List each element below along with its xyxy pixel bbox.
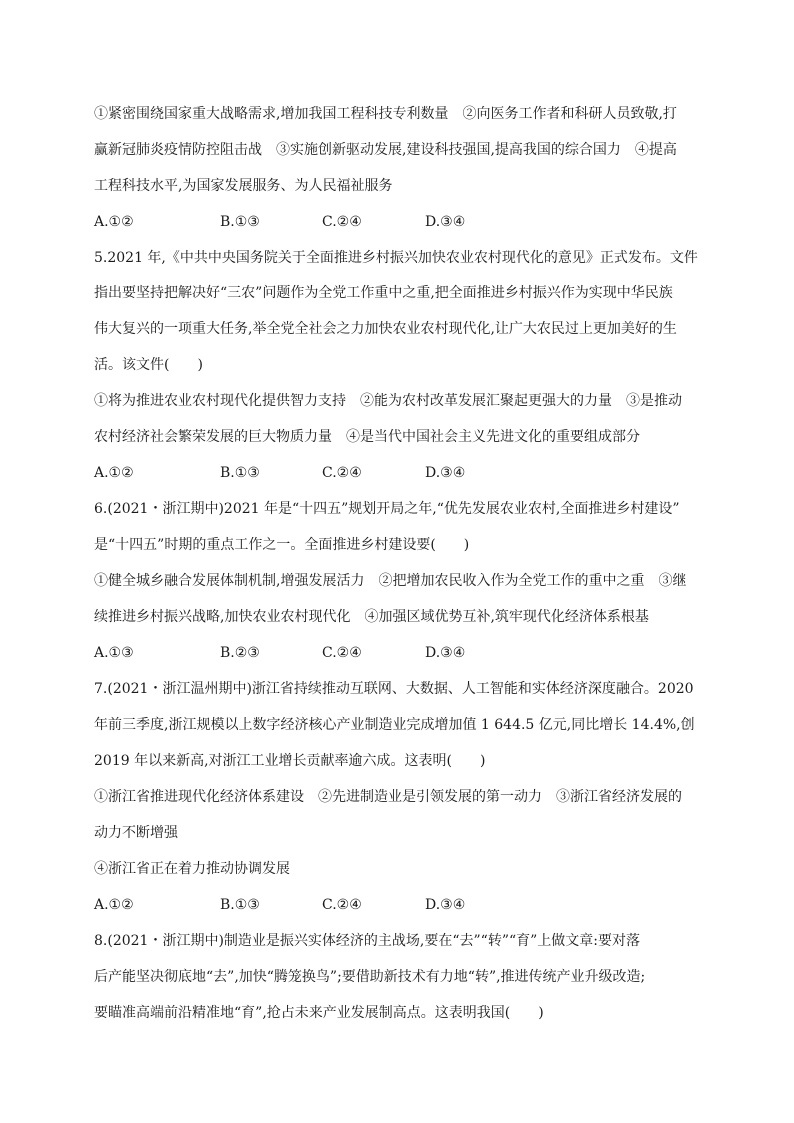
- q8-stem-line-1: 8.(2021・浙江期中)制造业是振兴实体经济的主战场,要在“去”“转”“育”上做文章:要对落: [94, 933, 641, 949]
- q7-option-d: D.③④: [425, 897, 466, 913]
- q8-stem-line-3: 要瞄准高端前沿精准地“育”,抢占未来产业发展制高点。这表明我国( ): [94, 1005, 544, 1021]
- q5-options: [94, 463, 694, 483]
- q5-option-d: D.③④: [425, 465, 466, 481]
- q8-stem-line-2: 后产能坚决彻底地“去”,加快“腾笼换鸟”;要借助新技术有力地“转”,推进传统产业升级改造;: [94, 969, 646, 985]
- q5-stem-line-4: 活。该文件( ): [94, 357, 203, 373]
- q5-choice-line-1: ①将为推进农业农村现代化提供智力支持 ②能为农村改革发展汇聚起更强大的力量 ③是推动: [94, 393, 682, 409]
- q7-choice-line-3: ④浙江省正在着力推动协调发展: [94, 861, 290, 877]
- q4-choice-line-1: ①紧密围绕国家重大战略需求,增加我国工程科技专利数量 ②向医务工作者和科研人员致敬,打: [94, 106, 677, 122]
- q6-options: [94, 643, 694, 663]
- q7-option-b: B.①③: [220, 897, 260, 913]
- q4-choice-line-2: 赢新冠肺炎疫情防控阻击战 ③实施创新驱动发展,建设科技强国,提高我国的综合国力 ④提高: [94, 142, 677, 158]
- q4-option-a: A.①②: [94, 214, 134, 230]
- q7-stem-line-1: 7.(2021・浙江温州期中)浙江省持续推动互联网、大数据、人工智能和实体经济深度融合。2020: [94, 681, 694, 697]
- q5-option-c: C.②④: [322, 465, 362, 481]
- q5-stem-line-3: 伟大复兴的一项重大任务,举全党全社会之力加快农业农村现代化,让广大农民过上更加美好的生: [94, 321, 677, 337]
- q7-option-a: A.①②: [94, 897, 134, 913]
- q5-stem-line-2: 指出要坚持把解决好“三农”问题作为全党工作重中之重,把全面推进乡村振兴作为实现中华民族: [94, 285, 673, 301]
- q7-options: [94, 895, 694, 915]
- q7-stem-line-2: 年前三季度,浙江规模以上数字经济核心产业制造业完成增加值 1 644.5 亿元,同比增长 14.4%,创: [94, 717, 695, 733]
- q6-option-b: B.②③: [220, 645, 260, 661]
- q6-stem-line-1: 6.(2021・浙江期中)2021 年是“十四五”规划开局之年,“优先发展农业农村,全面推进乡村建设”: [94, 501, 680, 517]
- q4-option-c: C.②④: [322, 214, 362, 230]
- q5-choice-line-2: 农村经济社会繁荣发展的巨大物质力量 ④是当代中国社会主义先进文化的重要组成部分: [94, 429, 640, 445]
- q6-stem-line-2: 是“十四五”时期的重点工作之一。全面推进乡村建设要( ): [94, 537, 470, 553]
- q4-options: [94, 212, 694, 232]
- q5-option-b: B.①③: [220, 465, 260, 481]
- q7-choice-line-2: 动力不断增强: [94, 825, 178, 841]
- q6-choice-line-1: ①健全城乡融合发展体制机制,增强发展活力 ②把增加农民收入作为全党工作的重中之重 ③继: [94, 573, 687, 589]
- q5-stem-line-1: 5.2021 年,《中共中央国务院关于全面推进乡村振兴加快农业农村现代化的意见》正式发布。文件: [94, 250, 698, 266]
- q4-choice-line-3: 工程科技水平,为国家发展服务、为人民福祉服务: [94, 178, 393, 194]
- q4-option-b: B.①③: [220, 214, 260, 230]
- q7-stem-line-3: 2019 年以来新高,对浙江工业增长贡献率逾六成。这表明( ): [94, 753, 486, 769]
- q6-choice-line-2: 续推进乡村振兴战略,加快农业农村现代化 ④加强区域优势互补,筑牢现代化经济体系根基: [94, 609, 649, 625]
- q5-option-a: A.①②: [94, 465, 134, 481]
- q7-choice-line-1: ①浙江省推进现代化经济体系建设 ②先进制造业是引领发展的第一动力 ③浙江省经济发展的: [94, 789, 682, 805]
- q6-option-d: D.③④: [425, 645, 466, 661]
- q7-option-c: C.②④: [322, 897, 362, 913]
- q6-option-a: A.①③: [94, 645, 134, 661]
- q6-option-c: C.②④: [322, 645, 362, 661]
- q4-option-d: D.③④: [425, 214, 466, 230]
